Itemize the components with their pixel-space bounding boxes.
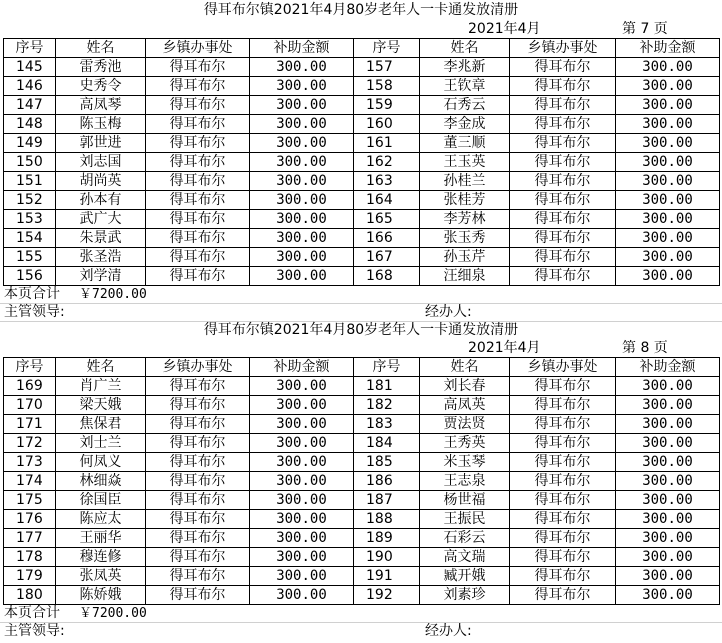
cell-amount: 300.00 [616,491,720,510]
cell-office: 得耳布尔 [510,529,616,548]
cell-office: 得耳布尔 [510,77,616,96]
cell-name: 张桂芳 [420,191,510,210]
cell-amount: 300.00 [250,510,354,529]
cell-seq: 157 [354,58,420,77]
table-row [4,415,720,434]
cell-office: 得耳布尔 [146,377,250,396]
subtotal-value: ￥7200.00 [79,606,147,621]
cell-name: 刘学清 [56,267,146,286]
cell-amount: 300.00 [250,529,354,548]
cell-office: 得耳布尔 [146,567,250,586]
cell-seq: 171 [4,415,56,434]
cell-amount: 300.00 [616,172,720,191]
cell-amount: 300.00 [250,191,354,210]
cell-seq: 159 [354,96,420,115]
cell-office: 得耳布尔 [510,210,616,229]
cell-amount: 300.00 [616,377,720,396]
cell-amount: 300.00 [616,567,720,586]
cell-office: 得耳布尔 [146,510,250,529]
cell-office: 得耳布尔 [510,567,616,586]
cell-name: 林细焱 [56,472,146,491]
cell-name: 张凤英 [56,567,146,586]
cell-seq: 181 [354,377,420,396]
cell-amount: 300.00 [250,377,354,396]
header-office: 乡镇办事处 [510,358,616,377]
cell-seq: 178 [4,548,56,567]
header-name: 姓名 [56,358,146,377]
cell-office: 得耳布尔 [146,153,250,172]
cell-name: 王秀英 [420,434,510,453]
cell-office: 得耳布尔 [510,267,616,286]
cell-amount: 300.00 [616,415,720,434]
handler-signature-label: 经办人: [425,304,472,320]
cell-office: 得耳布尔 [510,96,616,115]
cell-office: 得耳布尔 [146,210,250,229]
cell-office: 得耳布尔 [146,434,250,453]
cell-seq: 156 [4,267,56,286]
header-name: 姓名 [420,39,510,58]
handler-signature-label: 经办人: [425,623,472,639]
table-row [4,153,720,172]
cell-name: 肖广兰 [56,377,146,396]
cell-name: 刘素珍 [420,586,510,605]
cell-seq: 150 [4,153,56,172]
cell-office: 得耳布尔 [510,434,616,453]
cell-name: 李兆新 [420,58,510,77]
cell-seq: 164 [354,191,420,210]
cell-name: 孙桂兰 [420,172,510,191]
cell-office: 得耳布尔 [146,453,250,472]
cell-seq: 166 [354,229,420,248]
cell-amount: 300.00 [250,115,354,134]
table-row [4,191,720,210]
cell-seq: 182 [354,396,420,415]
cell-name: 穆连修 [56,548,146,567]
cell-seq: 169 [4,377,56,396]
header-office: 乡镇办事处 [146,39,250,58]
cell-amount: 300.00 [250,586,354,605]
cell-amount: 300.00 [250,434,354,453]
cell-office: 得耳布尔 [510,415,616,434]
cell-office: 得耳布尔 [510,586,616,605]
cell-seq: 155 [4,248,56,267]
cell-amount: 300.00 [250,567,354,586]
cell-name: 王丽华 [56,529,146,548]
header-seq: 序号 [354,39,420,58]
cell-amount: 300.00 [616,453,720,472]
cell-office: 得耳布尔 [510,172,616,191]
cell-seq: 175 [4,491,56,510]
cell-seq: 186 [354,472,420,491]
cell-amount: 300.00 [250,229,354,248]
cell-seq: 162 [354,153,420,172]
subtotal-label: 本页合计 [4,605,60,621]
cell-office: 得耳布尔 [146,134,250,153]
table-row [4,58,720,77]
cell-seq: 188 [354,510,420,529]
cell-name: 陈娇娥 [56,586,146,605]
cell-seq: 174 [4,472,56,491]
header-seq: 序号 [354,358,420,377]
cell-name: 王玉英 [420,153,510,172]
header-seq: 序号 [4,358,56,377]
cell-office: 得耳布尔 [146,529,250,548]
cell-amount: 300.00 [616,153,720,172]
cell-seq: 190 [354,548,420,567]
cell-seq: 147 [4,96,56,115]
cell-seq: 148 [4,115,56,134]
cell-amount: 300.00 [616,77,720,96]
cell-office: 得耳布尔 [510,115,616,134]
cell-name: 高凤英 [420,396,510,415]
cell-name: 张圣浩 [56,248,146,267]
cell-amount: 300.00 [250,472,354,491]
cell-amount: 300.00 [250,58,354,77]
cell-seq: 160 [354,115,420,134]
cell-office: 得耳布尔 [146,267,250,286]
cell-seq: 165 [354,210,420,229]
cell-name: 王钦章 [420,77,510,96]
cell-amount: 300.00 [250,77,354,96]
cell-seq: 191 [354,567,420,586]
cell-office: 得耳布尔 [146,586,250,605]
header-amount: 补助金额 [616,39,720,58]
cell-name: 汪细泉 [420,267,510,286]
cell-seq: 168 [354,267,420,286]
cell-seq: 163 [354,172,420,191]
cell-seq: 180 [4,586,56,605]
cell-amount: 300.00 [616,134,720,153]
table-row [4,491,720,510]
cell-amount: 300.00 [250,96,354,115]
cell-office: 得耳布尔 [510,248,616,267]
report-date: 2021年4月 [468,21,541,37]
table-row [4,396,720,415]
cell-amount: 300.00 [250,491,354,510]
cell-office: 得耳布尔 [510,58,616,77]
cell-seq: 185 [354,453,420,472]
cell-name: 梁天娥 [56,396,146,415]
cell-amount: 300.00 [616,267,720,286]
report-date: 2021年4月 [468,340,541,356]
table-row [4,210,720,229]
table-row [4,472,720,491]
cell-name: 徐国臣 [56,491,146,510]
cell-amount: 300.00 [250,415,354,434]
cell-name: 高凤琴 [56,96,146,115]
table-row [4,567,720,586]
cell-seq: 172 [4,434,56,453]
table-row [4,77,720,96]
cell-seq: 183 [354,415,420,434]
cell-amount: 300.00 [616,529,720,548]
table-row [4,586,720,605]
cell-office: 得耳布尔 [510,191,616,210]
cell-name: 王志泉 [420,472,510,491]
cell-amount: 300.00 [616,510,720,529]
cell-seq: 189 [354,529,420,548]
page-number: 第 8 页 [622,340,668,356]
data-table [3,357,720,605]
subtotal-label: 本页合计 [4,286,60,302]
cell-office: 得耳布尔 [510,396,616,415]
cell-seq: 177 [4,529,56,548]
cell-seq: 167 [354,248,420,267]
header-amount: 补助金额 [250,39,354,58]
table-row [4,248,720,267]
cell-name: 孙本有 [56,191,146,210]
cell-amount: 300.00 [250,267,354,286]
header-seq: 序号 [4,39,56,58]
cell-amount: 300.00 [616,191,720,210]
table-row [4,453,720,472]
header-office: 乡镇办事处 [146,358,250,377]
cell-amount: 300.00 [616,472,720,491]
cell-office: 得耳布尔 [146,115,250,134]
cell-office: 得耳布尔 [146,77,250,96]
cell-office: 得耳布尔 [510,453,616,472]
cell-office: 得耳布尔 [510,134,616,153]
table-row [4,377,720,396]
cell-name: 贾法贤 [420,415,510,434]
table-row [4,134,720,153]
cell-name: 石彩云 [420,529,510,548]
cell-name: 史秀令 [56,77,146,96]
cell-office: 得耳布尔 [510,153,616,172]
cell-name: 臧开娥 [420,567,510,586]
cell-name: 雷秀池 [56,58,146,77]
cell-amount: 300.00 [250,248,354,267]
cell-office: 得耳布尔 [510,229,616,248]
subtotal-value: ￥7200.00 [79,287,147,302]
cell-seq: 152 [4,191,56,210]
cell-seq: 176 [4,510,56,529]
leader-signature-label: 主管领导: [4,623,65,639]
cell-amount: 300.00 [616,58,720,77]
table-row [4,548,720,567]
cell-amount: 300.00 [616,548,720,567]
cell-name: 胡尚英 [56,172,146,191]
table-row [4,267,720,286]
table-row [4,434,720,453]
header-amount: 补助金额 [250,358,354,377]
cell-office: 得耳布尔 [146,191,250,210]
cell-amount: 300.00 [250,396,354,415]
cell-amount: 300.00 [616,434,720,453]
cell-office: 得耳布尔 [146,491,250,510]
cell-name: 陈玉梅 [56,115,146,134]
cell-office: 得耳布尔 [146,248,250,267]
cell-name: 王振民 [420,510,510,529]
table-row [4,510,720,529]
cell-name: 董三顺 [420,134,510,153]
cell-office: 得耳布尔 [510,472,616,491]
header-name: 姓名 [56,39,146,58]
cell-name: 孙玉芹 [420,248,510,267]
header-row [4,39,720,58]
header-row [4,358,720,377]
cell-amount: 300.00 [250,134,354,153]
cell-office: 得耳布尔 [146,172,250,191]
header-amount: 补助金额 [616,358,720,377]
data-table [3,38,720,286]
table-row [4,96,720,115]
cell-amount: 300.00 [250,210,354,229]
header-office: 乡镇办事处 [510,39,616,58]
cell-seq: 184 [354,434,420,453]
cell-seq: 145 [4,58,56,77]
cell-office: 得耳布尔 [146,229,250,248]
page-title: 得耳布尔镇2021年4月80岁老年人一卡通发放清册 [203,2,519,18]
cell-office: 得耳布尔 [146,396,250,415]
cell-seq: 161 [354,134,420,153]
cell-amount: 300.00 [616,586,720,605]
table-row [4,172,720,191]
cell-office: 得耳布尔 [146,415,250,434]
cell-seq: 149 [4,134,56,153]
table-row [4,229,720,248]
cell-amount: 300.00 [616,396,720,415]
cell-name: 刘士兰 [56,434,146,453]
cell-seq: 192 [354,586,420,605]
cell-name: 武广大 [56,210,146,229]
cell-seq: 158 [354,77,420,96]
page-title: 得耳布尔镇2021年4月80岁老年人一卡通发放清册 [203,322,519,338]
cell-office: 得耳布尔 [510,510,616,529]
header-name: 姓名 [420,358,510,377]
cell-name: 石秀云 [420,96,510,115]
cell-name: 朱景武 [56,229,146,248]
cell-office: 得耳布尔 [146,548,250,567]
cell-seq: 179 [4,567,56,586]
cell-amount: 300.00 [250,172,354,191]
cell-seq: 173 [4,453,56,472]
cell-name: 高文瑞 [420,548,510,567]
cell-seq: 187 [354,491,420,510]
cell-amount: 300.00 [250,153,354,172]
cell-office: 得耳布尔 [146,96,250,115]
cell-name: 李金成 [420,115,510,134]
cell-seq: 146 [4,77,56,96]
cell-amount: 300.00 [616,248,720,267]
cell-office: 得耳布尔 [510,491,616,510]
cell-seq: 153 [4,210,56,229]
cell-name: 刘志国 [56,153,146,172]
cell-amount: 300.00 [616,229,720,248]
cell-name: 郭世进 [56,134,146,153]
cell-office: 得耳布尔 [146,58,250,77]
cell-office: 得耳布尔 [510,377,616,396]
cell-name: 米玉琴 [420,453,510,472]
cell-name: 李芳林 [420,210,510,229]
page-number: 第 7 页 [622,21,668,37]
cell-amount: 300.00 [250,453,354,472]
cell-amount: 300.00 [616,115,720,134]
cell-name: 焦保君 [56,415,146,434]
table-row [4,529,720,548]
cell-name: 杨世福 [420,491,510,510]
table-row [4,115,720,134]
cell-amount: 300.00 [250,548,354,567]
leader-signature-label: 主管领导: [4,304,65,320]
cell-name: 陈应太 [56,510,146,529]
cell-amount: 300.00 [616,96,720,115]
cell-amount: 300.00 [616,210,720,229]
cell-seq: 154 [4,229,56,248]
cell-seq: 170 [4,396,56,415]
cell-seq: 151 [4,172,56,191]
cell-name: 何凤义 [56,453,146,472]
cell-name: 张玉秀 [420,229,510,248]
cell-office: 得耳布尔 [146,472,250,491]
cell-office: 得耳布尔 [510,548,616,567]
cell-name: 刘长春 [420,377,510,396]
